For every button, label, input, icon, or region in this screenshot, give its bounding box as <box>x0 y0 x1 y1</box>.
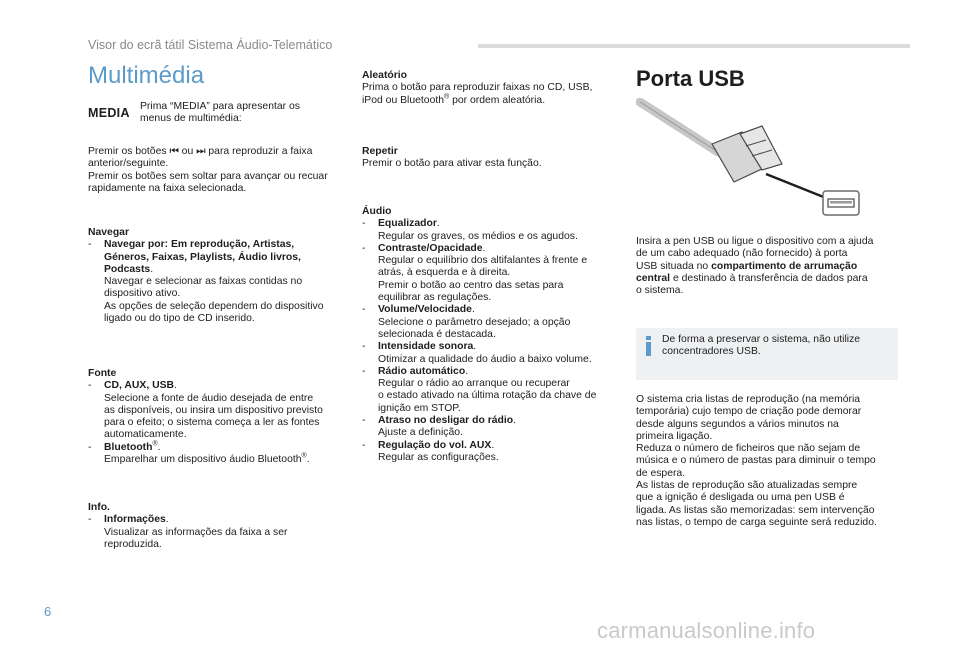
list-item: - CD, AUX, USB. Selecione a fonte de áudio desejada de entre as disponíveis, ou insira um dispositivo previsto para o efeito; o sistema começa a ler as fontes automaticamente. <box>88 380 323 441</box>
multimedia-heading: Multimédia <box>88 62 205 89</box>
next-track-icon: ⏭ <box>196 146 206 157</box>
list-item: - Intensidade sonora. Otimizar a qualidade do áudio a baixo volume. <box>362 341 592 365</box>
porta-usb-heading: Porta USB <box>636 66 745 91</box>
running-header: Visor do ecrã tátil Sistema Áudio-Telemático <box>88 38 333 52</box>
usb-paragraph-2: O sistema cria listas de reprodução (na memória temporária) cujo tempo de criação pode demorar desde alguns segundos a vários minutos na primeira ligação. Reduza o número de ficheiros que não sejam de música e o número de pastas para diminuir o tempo de espera. As listas de reprodução são atualizadas sempre que a ignição é desligada ou uma pen USB é ligada. As listas são memorizadas: sem intervenção nas listas, o tempo de carga seguinte será reduzido. <box>636 394 877 528</box>
watermark: carmanualsonline.info <box>597 618 816 643</box>
usb-paragraph-1: Insira a pen USB ou ligue o dispositivo com a ajuda de um cabo adequado (não fornecido) à porta USB situada no compartimento de arrumação central e destinado à transferência de dados para o sistema. <box>636 236 874 297</box>
usb-cable-illustration <box>636 98 876 222</box>
list-item: - Equalizador. Regular os graves, os médios e os agudos. <box>362 218 578 242</box>
list-item: - Navegar por: Em reprodução, Artistas, Géneros, Faixas, Playlists, Áudio livros, Podcasts. Navegar e selecionar as faixas contidas no dispositivo ativo. As opções de seleção dependem do dispositivo ligado ou do tipo de CD inserido. <box>88 239 324 325</box>
usb-socket-icon <box>823 191 859 215</box>
section-info <box>88 502 343 551</box>
section-title: Info. <box>88 502 110 513</box>
track-buttons-paragraph: Premir os botões ⏮ ou ⏭ para reproduzir a faixa anterior/seguinte. Premir os botões sem soltar para avançar ou recuar rapidamente na faixa selecionada. <box>88 146 328 194</box>
note-box <box>636 328 898 380</box>
list-item: - Bluetooth®. Emparelhar um dispositivo áudio Bluetooth®. <box>88 440 310 466</box>
list-item: - Volume/Velocidade. Selecione o parâmetro desejado; a opção selecionada é destacada. <box>362 304 571 340</box>
usb-plug-icon <box>712 126 782 182</box>
section-aleatorio: Aleatório Prima o botão para reproduzir faixas no CD, USB, iPod ou Bluetooth® por ordem aleatória. <box>362 70 593 106</box>
section-navegar <box>88 227 343 325</box>
section-title: Fonte <box>88 368 117 379</box>
section-repetir: Repetir Premir o botão para ativar esta função. <box>362 146 542 170</box>
list-item: - Regulação do vol. AUX. Regular as configurações. <box>362 439 499 463</box>
list-item: - Informações. Visualizar as informações da faixa a ser reproduzida. <box>88 514 288 550</box>
list-item: - Contraste/Opacidade. Regular o equilíbrio dos altifalantes à frente e atrás, à esquerda e à direita. Premir o botão ao centro das setas para equilibrar as regulações. <box>362 242 588 304</box>
list-item: - Rádio automático. Regular o rádio ao arranque ou recuperar o estado ativado na última rotação da chave de ignição em STOP. <box>362 365 597 414</box>
page-number: 6 <box>44 604 52 619</box>
section-fonte <box>88 368 343 466</box>
media-description: Prima “MEDIA” para apresentar os menus de multimédia: <box>140 101 300 125</box>
previous-track-icon: ⏮ <box>169 146 179 157</box>
header-rule <box>478 44 910 48</box>
media-button-label: MEDIA <box>88 106 130 120</box>
section-title: Navegar <box>88 227 130 238</box>
info-icon <box>646 336 652 358</box>
list-item: - Atraso no desligar do rádio. Ajuste a definição. <box>362 415 516 439</box>
note-text: De forma a preservar o sistema, não utilize concentradores USB. <box>662 334 861 358</box>
section-audio: Áudio - Equalizador. Regular os graves, os médios e os agudos. - Contraste/Opacidade. Regular o equilíbrio dos altifalantes à frente e atrás, à esquerda e à direita. Premir o botão ao centro das setas para equilibrar as regulações. - Volume/Velocidade. Selecione o parâmetro desejado; a opção selecionada é destacada. - Intensidade sonora. Otimizar a qualidade do áudio a baixo volume. - Rádio automático. Regular o rádio ao arranque ou recuperar o estado ativado na última rotação da chave de ignição em STOP. - Atraso no desligar do rádio. Ajuste a definição. - Regulação do vol. AUX. Regular as configurações. <box>362 206 617 464</box>
